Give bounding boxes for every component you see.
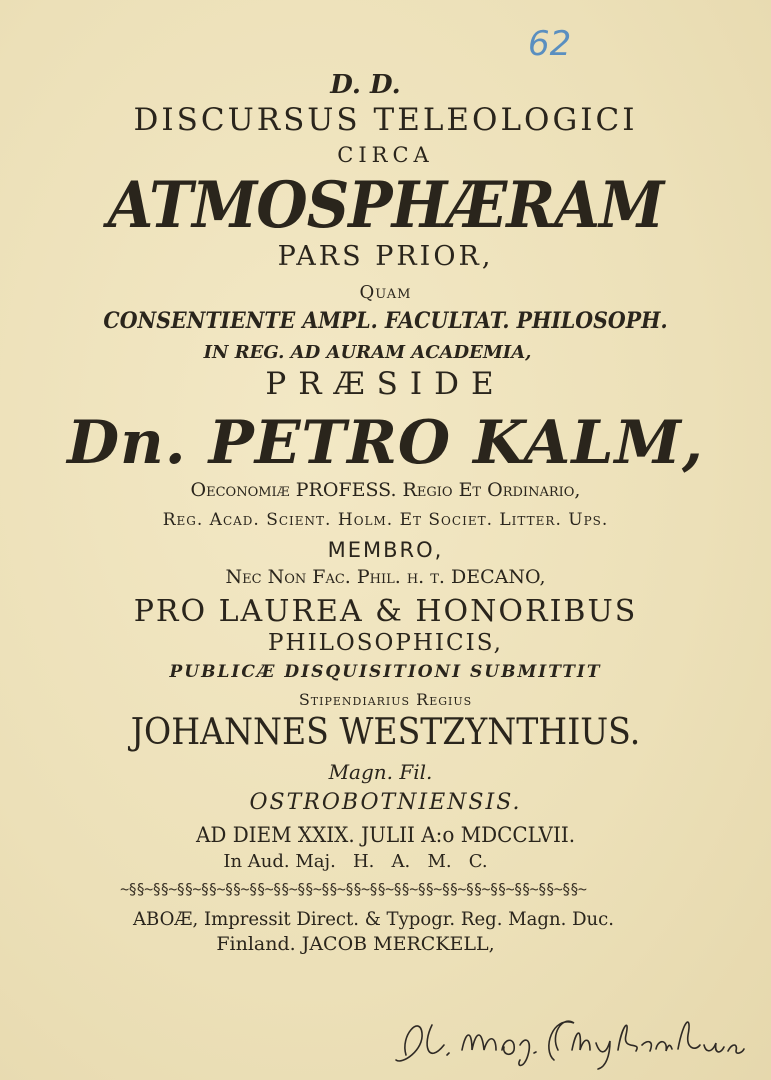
imprint-line-2: Finland. JACOB MERCKELL, bbox=[216, 933, 495, 955]
ornament-row: ~§§~§§~§§~§§~§§~§§~§§~§§~§§~§§~§§~§§~§§~§§~§§~§§~§§~§§~§§~ bbox=[120, 880, 586, 898]
ostrobotniensis: OSTROBOTNIENSIS. bbox=[249, 790, 522, 815]
praeses-name: Dn. PETRO KALM, bbox=[67, 408, 704, 478]
membro: MEMBRO, bbox=[327, 538, 444, 562]
pro-laurea: PRO LAUREA & HONORIBUS bbox=[133, 594, 638, 629]
place-line: In Aud. Maj. H. A. M. C. bbox=[223, 851, 488, 872]
praeside: PRÆSIDE bbox=[265, 366, 506, 402]
stipendiarius: Stipendiarius Regius bbox=[298, 690, 473, 709]
academy-line: IN REG. AD AURAM ACADEMIA, bbox=[203, 342, 532, 363]
date-line: AD DIEM XXIX. JULII A:o MDCCLVII. bbox=[195, 823, 576, 847]
philosophicis: PHILOSOPHICIS, bbox=[268, 630, 503, 656]
respondent-name: JOHANNES WESTZYNTHIUS. bbox=[130, 712, 641, 753]
quam: Quam bbox=[359, 282, 412, 303]
title-line-2: CIRCA bbox=[337, 143, 434, 167]
decano: Nec Non Fac. Phil. h. t. DECANO, bbox=[225, 566, 546, 588]
praeses-title-1: Oeconomiæ PROFESS. Regio Et Ordinario, bbox=[190, 479, 581, 501]
dedication: D. D. bbox=[330, 70, 401, 100]
folio-number: 62 bbox=[528, 24, 572, 64]
publicae-line: PUBLICÆ DISQUISITIONI SUBMITTIT bbox=[169, 662, 602, 682]
consent-line: CONSENTIENTE AMPL. FACULTAT. PHILOSOPH. bbox=[103, 308, 668, 334]
title-main: ATMOSPHÆRAM bbox=[107, 168, 664, 243]
magn-fil: Magn. Fil. bbox=[328, 760, 433, 784]
imprint-line-1: ABOÆ, Impressit Direct. & Typogr. Reg. Magn. Duc. bbox=[132, 908, 615, 930]
title-line-1: DISCURSUS TELEOLOGICI bbox=[133, 102, 638, 138]
handwritten-signature bbox=[392, 1005, 752, 1075]
praeses-title-2: Reg. Acad. Scient. Holm. Et Societ. Litter. Ups. bbox=[162, 510, 609, 530]
pars-prior: PARS PRIOR, bbox=[277, 241, 494, 272]
